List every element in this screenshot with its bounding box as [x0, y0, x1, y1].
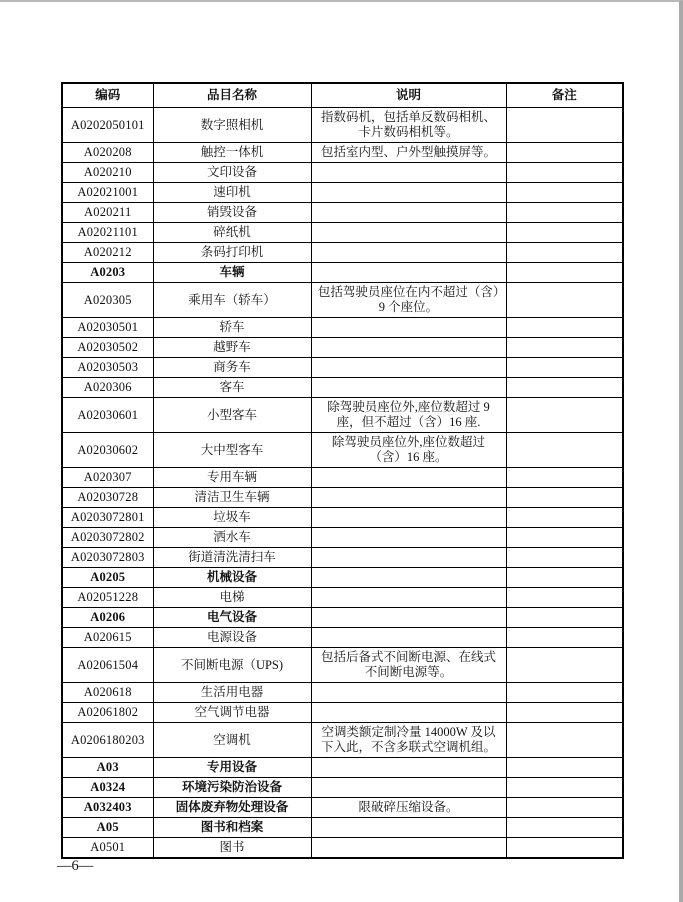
cell-item-name: 图书 — [153, 838, 311, 859]
table-row — [62, 703, 623, 723]
cell-code: A0206 — [62, 608, 153, 628]
table-row — [62, 143, 623, 163]
table-row — [62, 758, 623, 778]
cell-description — [311, 588, 506, 608]
cell-item-name: 小型客车 — [153, 398, 311, 433]
cell-description — [311, 528, 506, 548]
cell-code: A02051228 — [62, 588, 153, 608]
cell-code: A02021001 — [62, 183, 153, 203]
cell-item-name: 条码打印机 — [153, 243, 311, 263]
cell-code: A0203072802 — [62, 528, 153, 548]
cell-description — [311, 163, 506, 183]
cell-description — [311, 608, 506, 628]
cell-code: A032403 — [62, 798, 153, 818]
table-row — [62, 468, 623, 488]
cell-description: 限破碎压缩设备。 — [311, 798, 506, 818]
table-row — [62, 778, 623, 798]
cell-remarks — [506, 608, 623, 628]
cell-item-name: 乘用车（轿车） — [153, 283, 311, 318]
cell-code: A02030728 — [62, 488, 153, 508]
cell-description — [311, 628, 506, 648]
table-row — [62, 723, 623, 758]
cell-item-name: 街道清洗清扫车 — [153, 548, 311, 568]
cell-code: A0206180203 — [62, 723, 153, 758]
cell-item-name: 环境污染防治设备 — [153, 778, 311, 798]
cell-item-name: 电源设备 — [153, 628, 311, 648]
cell-code: A02030503 — [62, 358, 153, 378]
cell-item-name: 机械设备 — [153, 568, 311, 588]
table-row — [62, 358, 623, 378]
table-row — [62, 608, 623, 628]
cell-description — [311, 468, 506, 488]
table-row — [62, 163, 623, 183]
table-row — [62, 488, 623, 508]
cell-remarks — [506, 433, 623, 468]
cell-code: A020307 — [62, 468, 153, 488]
cell-description — [311, 568, 506, 588]
cell-item-name: 清洁卫生车辆 — [153, 488, 311, 508]
cell-description — [311, 318, 506, 338]
cell-code: A020212 — [62, 243, 153, 263]
cell-remarks — [506, 648, 623, 683]
cell-item-name: 垃圾车 — [153, 508, 311, 528]
header-remarks: 备注 — [506, 83, 623, 108]
cell-code: A020306 — [62, 378, 153, 398]
cell-code: A02061504 — [62, 648, 153, 683]
cell-item-name: 空调机 — [153, 723, 311, 758]
table-row — [62, 588, 623, 608]
cell-item-name: 专用车辆 — [153, 468, 311, 488]
cell-description — [311, 183, 506, 203]
cell-code: A0202050101 — [62, 108, 153, 143]
catalog-table-body — [62, 108, 623, 859]
cell-description — [311, 818, 506, 838]
header-item-name: 品目名称 — [153, 83, 311, 108]
cell-description — [311, 358, 506, 378]
cell-description: 除驾驶员座位外,座位数超过（含）16 座。 — [311, 433, 506, 468]
cell-remarks — [506, 588, 623, 608]
cell-item-name: 洒水车 — [153, 528, 311, 548]
cell-item-name: 销毁设备 — [153, 203, 311, 223]
cell-code: A0203 — [62, 263, 153, 283]
cell-code: A02030601 — [62, 398, 153, 433]
cell-description: 包括室内型、户外型触摸屏等。 — [311, 143, 506, 163]
cell-description — [311, 488, 506, 508]
cell-item-name: 专用设备 — [153, 758, 311, 778]
cell-description — [311, 223, 506, 243]
cell-item-name: 数字照相机 — [153, 108, 311, 143]
table-row — [62, 223, 623, 243]
cell-remarks — [506, 283, 623, 318]
cell-description — [311, 263, 506, 283]
table-row — [62, 683, 623, 703]
table-row — [62, 548, 623, 568]
cell-code: A0501 — [62, 838, 153, 859]
table-header-row — [62, 83, 623, 108]
cell-code: A020210 — [62, 163, 153, 183]
cell-remarks — [506, 318, 623, 338]
cell-remarks — [506, 378, 623, 398]
cell-remarks — [506, 203, 623, 223]
catalog-table — [61, 82, 624, 859]
cell-item-name: 车辆 — [153, 263, 311, 283]
cell-item-name: 固体废弃物处理设备 — [153, 798, 311, 818]
cell-remarks — [506, 488, 623, 508]
cell-remarks — [506, 723, 623, 758]
table-row — [62, 338, 623, 358]
cell-item-name: 不间断电源（UPS) — [153, 648, 311, 683]
table-row — [62, 318, 623, 338]
cell-description — [311, 758, 506, 778]
cell-remarks — [506, 108, 623, 143]
table-row — [62, 378, 623, 398]
cell-item-name: 碎纸机 — [153, 223, 311, 243]
table-row — [62, 508, 623, 528]
cell-description: 包括驾驶员座位在内不超过（含）9 个座位。 — [311, 283, 506, 318]
table-row — [62, 398, 623, 433]
cell-item-name: 轿车 — [153, 318, 311, 338]
table-row — [62, 243, 623, 263]
cell-remarks — [506, 508, 623, 528]
cell-remarks — [506, 778, 623, 798]
cell-item-name: 电梯 — [153, 588, 311, 608]
table-row — [62, 183, 623, 203]
cell-code: A02030501 — [62, 318, 153, 338]
table-row — [62, 433, 623, 468]
cell-item-name: 客车 — [153, 378, 311, 398]
cell-code: A02021101 — [62, 223, 153, 243]
table-row — [62, 818, 623, 838]
cell-item-name: 速印机 — [153, 183, 311, 203]
header-description: 说明 — [311, 83, 506, 108]
table-row — [62, 568, 623, 588]
cell-description — [311, 683, 506, 703]
cell-code: A02030602 — [62, 433, 153, 468]
cell-remarks — [506, 568, 623, 588]
cell-code: A020305 — [62, 283, 153, 318]
cell-item-name: 大中型客车 — [153, 433, 311, 468]
page-number: —6— — [57, 858, 94, 874]
cell-remarks — [506, 703, 623, 723]
cell-remarks — [506, 398, 623, 433]
table-row — [62, 628, 623, 648]
cell-description — [311, 338, 506, 358]
table-row — [62, 263, 623, 283]
cell-remarks — [506, 548, 623, 568]
cell-code: A02030502 — [62, 338, 153, 358]
table-row — [62, 108, 623, 143]
cell-code: A03 — [62, 758, 153, 778]
cell-item-name: 越野车 — [153, 338, 311, 358]
cell-code: A0203072803 — [62, 548, 153, 568]
cell-code: A0324 — [62, 778, 153, 798]
cell-code: A020208 — [62, 143, 153, 163]
cell-description: 空调类额定制冷量 14000W 及以下入此，不含多联式空调机组。 — [311, 723, 506, 758]
cell-description — [311, 203, 506, 223]
cell-code: A0203072801 — [62, 508, 153, 528]
cell-remarks — [506, 468, 623, 488]
cell-remarks — [506, 798, 623, 818]
cell-description — [311, 548, 506, 568]
cell-description — [311, 243, 506, 263]
cell-remarks — [506, 143, 623, 163]
cell-item-name: 图书和档案 — [153, 818, 311, 838]
cell-item-name: 电气设备 — [153, 608, 311, 628]
cell-remarks — [506, 528, 623, 548]
cell-remarks — [506, 818, 623, 838]
cell-remarks — [506, 243, 623, 263]
cell-description — [311, 703, 506, 723]
cell-remarks — [506, 163, 623, 183]
cell-remarks — [506, 358, 623, 378]
cell-code: A0205 — [62, 568, 153, 588]
cell-remarks — [506, 338, 623, 358]
cell-description: 除驾驶员座位外,座位数超过 9 座，但不超过（含）16 座. — [311, 398, 506, 433]
cell-remarks — [506, 628, 623, 648]
table-row — [62, 283, 623, 318]
cell-description — [311, 778, 506, 798]
cell-description: 指数码机，包括单反数码相机、卡片数码相机等。 — [311, 108, 506, 143]
table-row — [62, 798, 623, 818]
table-row — [62, 838, 623, 859]
table-row — [62, 648, 623, 683]
cell-item-name: 生活用电器 — [153, 683, 311, 703]
cell-code: A02061802 — [62, 703, 153, 723]
cell-remarks — [506, 223, 623, 243]
cell-code: A05 — [62, 818, 153, 838]
table-row — [62, 203, 623, 223]
cell-item-name: 文印设备 — [153, 163, 311, 183]
table-row — [62, 528, 623, 548]
cell-remarks — [506, 683, 623, 703]
cell-remarks — [506, 838, 623, 859]
cell-code: A020615 — [62, 628, 153, 648]
cell-item-name: 触控一体机 — [153, 143, 311, 163]
cell-remarks — [506, 758, 623, 778]
cell-remarks — [506, 263, 623, 283]
cell-description — [311, 378, 506, 398]
cell-code: A020618 — [62, 683, 153, 703]
cell-item-name: 空气调节电器 — [153, 703, 311, 723]
cell-item-name: 商务车 — [153, 358, 311, 378]
cell-remarks — [506, 183, 623, 203]
cell-description: 包括后备式不间断电源、在线式不间断电源等。 — [311, 648, 506, 683]
cell-code: A020211 — [62, 203, 153, 223]
cell-description — [311, 838, 506, 859]
cell-description — [311, 508, 506, 528]
header-code: 编码 — [62, 83, 153, 108]
